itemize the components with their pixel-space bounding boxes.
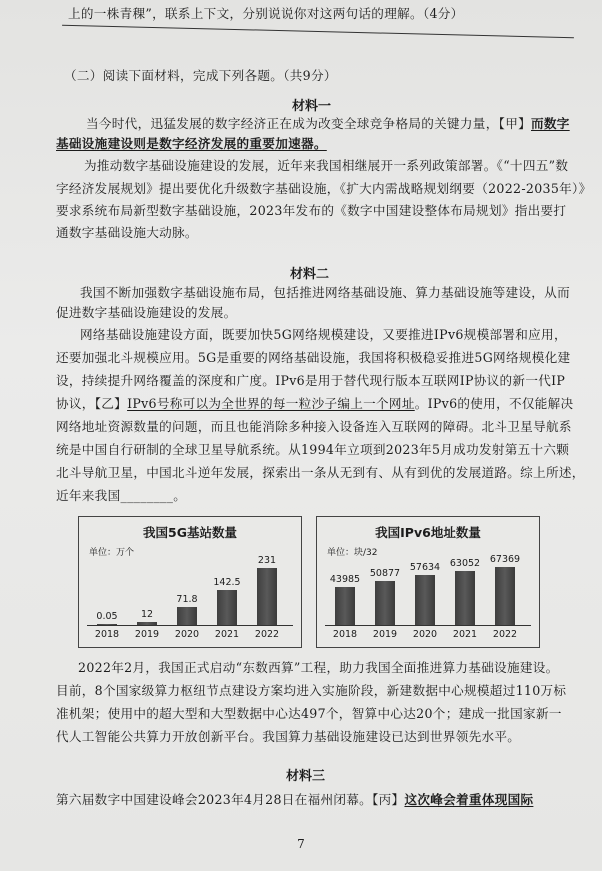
m2-line-9: 北斗导航卫星，中国北斗逆年发展，探索出一条从无到有、从有到优的发展道路。综上所述， xyxy=(56,465,585,480)
data-label: 0.05 xyxy=(96,611,118,622)
x-tick-label: 2019 xyxy=(372,629,398,640)
answer-blank[interactable]: ________ xyxy=(120,488,174,503)
material-1-title: 材料一 xyxy=(292,99,332,114)
m1-line-4: 字经济发展规划》提出要优化升级数字基础设施，《扩大内需战略规划纲要（2022-2035年）》 xyxy=(56,181,592,196)
x-tick-label: 2021 xyxy=(214,629,240,640)
data-label: 63052 xyxy=(449,557,481,569)
m1-line-3: 为推动数字基础设施建设的发展，近年来我国相继展开一系列政策部署。《“十四五”数 xyxy=(84,158,569,173)
divider-rule xyxy=(62,25,574,39)
data-label: 12 xyxy=(140,609,154,621)
m2-line-10: 近年来我国________。 xyxy=(56,488,187,503)
m2b-line-1: 2022年2月，我国正式启动“东数西算”工程，助力我国全面推进算力基础设施建设。 xyxy=(78,660,559,675)
m1-line-5: 要求系统布局新型数字基础设施，2023年发布的《数字中国建设整体布局规划》指出要打 xyxy=(56,203,567,218)
data-label: 142.5 xyxy=(213,576,241,588)
x-tick-label: 2021 xyxy=(452,629,478,640)
bar xyxy=(455,571,475,625)
m2b-line-4: 代人工智能公共算力开放创新平台。我国算力基础设施建设已达到世界领先水平。 xyxy=(56,729,521,744)
section-heading: （二）阅读下面材料，完成下列各题。（共9分） xyxy=(64,68,337,83)
m3-line-1: 第六届数字中国建设峰会2023年4月28日在福州闭幕。【丙】这次峰会着重体现国际 xyxy=(56,792,534,807)
chart-unit: 单位：块/32 xyxy=(327,548,378,558)
x-axis xyxy=(87,625,293,626)
chart-title: 我国IPv6地址数量 xyxy=(375,525,481,540)
data-label: 43985 xyxy=(329,574,361,586)
m1-line-6: 通数字基础设施大动脉。 xyxy=(56,225,198,240)
m1-line-1: 当今时代，迅猛发展的数字经济正在成为改变全球竞争格局的关键力量，【甲】而数字 xyxy=(86,116,570,131)
m1-line-2: 基础设施建设则是数字经济发展的重要加速器。 xyxy=(56,136,327,151)
x-axis xyxy=(325,625,531,626)
bar xyxy=(257,568,277,625)
bar xyxy=(137,622,157,625)
bar xyxy=(375,581,395,625)
m2-line-1: 我国不断加强数字基础设施布局，包括推进网络基础设施、算力基础设施等建设，从而 xyxy=(80,285,570,300)
m2b-line-2: 目前，8个国家级算力枢纽节点建设方案均进入实施阶段，新建数据中心规模超过110万标 xyxy=(56,683,567,698)
data-label: 57634 xyxy=(409,562,441,574)
data-label: 231 xyxy=(257,554,277,566)
m2-line-6: 协议，【乙】IPv6号称可以为全世界的每一粒沙子编上一个网址。IPv6的使用，不仅能解决 xyxy=(56,396,574,411)
bar xyxy=(415,575,435,625)
x-tick-label: 2022 xyxy=(254,629,280,640)
m2-line-3: 网络基础设施建设方面，既要加快5G网络规模建设，又要推进IPv6规模部署和应用， xyxy=(80,327,567,342)
m2b-line-3: 准机架；使用中的超大型和大型数据中心达497个，智算中心达20个；建成一批国家新一 xyxy=(56,706,562,721)
m2-line-5: 设，持续提升网络覆盖的深度和广度。IPv6是用于替代现行版本互联网IP协议的新一代IP xyxy=(56,373,566,388)
x-tick-label: 2018 xyxy=(94,629,120,640)
question-prompt-line: 上的一株青稞”，联系上下文，分别说说你对这两句话的理解。（4分） xyxy=(68,6,464,21)
bar xyxy=(217,590,237,625)
bar xyxy=(97,624,117,625)
chart-ipv6-addresses xyxy=(316,516,540,648)
chart-5g-base-stations xyxy=(78,516,302,648)
data-label: 71.8 xyxy=(176,594,198,606)
x-tick-label: 2018 xyxy=(332,629,358,640)
x-tick-label: 2019 xyxy=(134,629,160,640)
material-3-title: 材料三 xyxy=(286,769,326,784)
chart-unit: 单位：万个 xyxy=(89,548,135,558)
m2-line-8: 统是中国自行研制的全球卫星导航系统。从1994年立项到2023年5月成功发射第五十六颗 xyxy=(56,442,570,457)
data-label: 67369 xyxy=(489,553,521,565)
m2-line-4: 还要加强北斗规模应用。5G是重要的网络基础设施，我国将积极稳妥推进5G网络规模化建 xyxy=(56,350,571,365)
bar xyxy=(495,567,515,625)
bar xyxy=(335,587,355,625)
x-tick-label: 2022 xyxy=(492,629,518,640)
m2-line-2: 促进数字基础设施建设的发展。 xyxy=(56,305,237,320)
bar xyxy=(177,607,197,625)
page-number: 7 xyxy=(297,837,305,851)
x-tick-label: 2020 xyxy=(174,629,200,640)
data-label: 50877 xyxy=(369,568,401,580)
chart-title: 我国5G基站数量 xyxy=(143,525,237,540)
x-tick-label: 2020 xyxy=(412,629,438,640)
material-2-title: 材料二 xyxy=(290,267,330,282)
m2-line-7: 网络地址资源数量的问题，而且也能消除多种接入设备连入互联网的障碍。北斗卫星导航系 xyxy=(56,419,572,434)
